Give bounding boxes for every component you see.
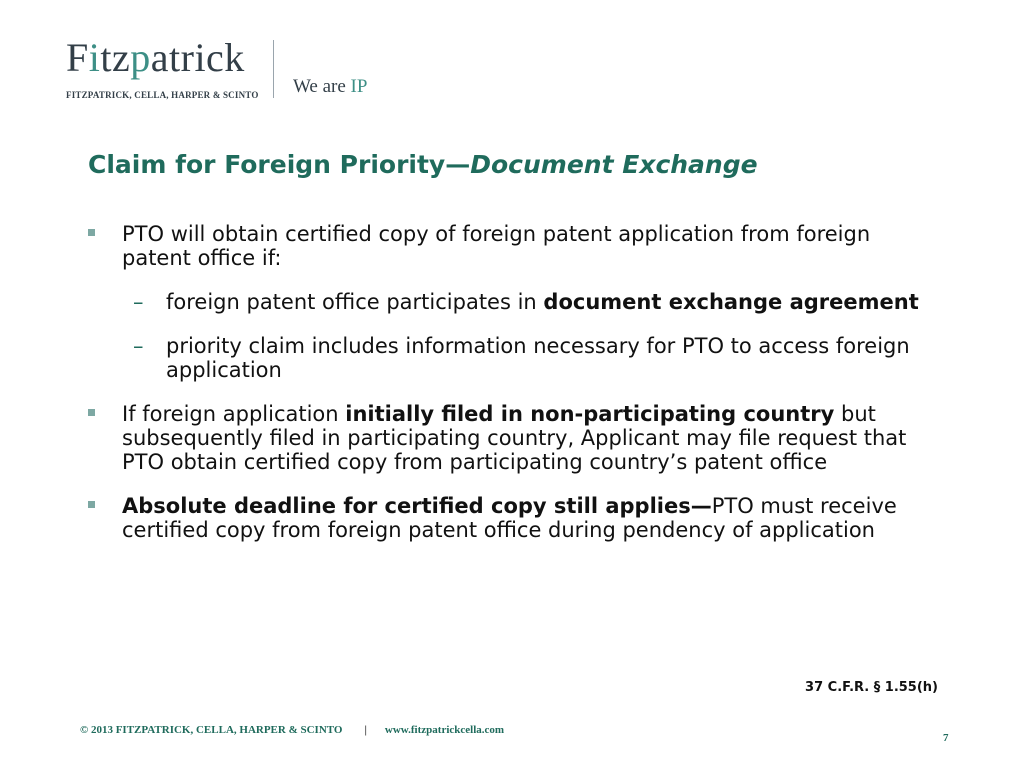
logo-subtitle: FITZPATRICK, CELLA, HARPER & SCINTO	[66, 90, 259, 100]
logo-tagline: We are IP	[293, 76, 368, 97]
footer	[80, 724, 504, 736]
sub-bullet-item	[88, 334, 938, 382]
bullet-item	[88, 222, 938, 270]
page-number: 7	[943, 732, 949, 744]
firm-logo	[66, 35, 259, 100]
logo-wordmark: Fitzpatrick	[66, 35, 245, 80]
slide-title: Claim for Foreign Priority—Document Exchange	[88, 150, 758, 179]
footer-website-link[interactable]: www.fitzpatrickcella.com	[384, 724, 505, 736]
legal-citation: 37 C.F.R. § 1.55(h)	[805, 680, 938, 695]
dash-bullet-icon: –	[133, 334, 144, 358]
logo-divider	[273, 40, 274, 98]
bullet-text: priority claim includes information necessary for PTO to access foreign application	[166, 334, 910, 382]
bullet-text: PTO will obtain certified copy of foreign patent application from foreign patent office if:	[122, 222, 871, 270]
bullet-text: Absolute deadline for certified copy still applies—PTO must receive certified copy from foreign patent office during pendency of application	[122, 494, 897, 542]
bullet-text: If foreign application initially filed in non-participating country but subsequently filed in participating country, Applicant may file request that PTO obtain certified copy from participating country’s patent office	[122, 402, 907, 474]
slide-body	[88, 222, 938, 562]
dash-bullet-icon: –	[133, 290, 144, 314]
square-bullet-icon	[88, 501, 95, 508]
bullet-text: foreign patent office participates in document exchange agreement	[166, 290, 919, 314]
bullet-item	[88, 494, 938, 542]
square-bullet-icon	[88, 409, 95, 416]
footer-copyright: © 2013 FITZPATRICK, CELLA, HARPER & SCINTO	[80, 724, 343, 736]
square-bullet-icon	[88, 229, 95, 236]
bullet-item	[88, 402, 938, 474]
footer-separator: |	[364, 724, 367, 736]
sub-bullet-item	[88, 290, 938, 314]
